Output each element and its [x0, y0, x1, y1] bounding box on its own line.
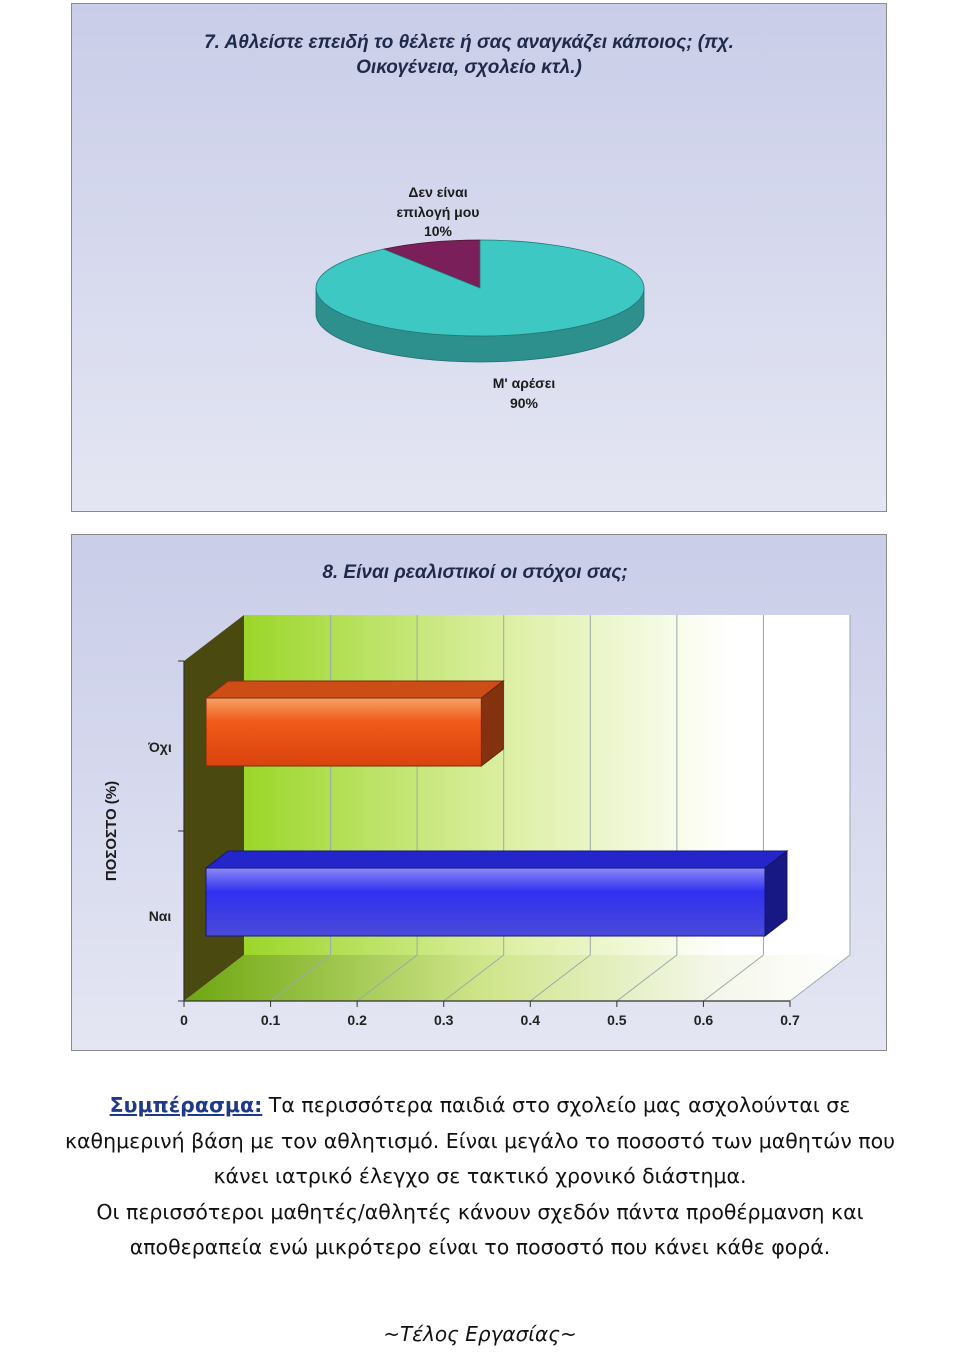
pie-chart	[72, 4, 888, 513]
y-axis-title: ΠΟΣΟΣΤΟ (%)	[103, 780, 120, 882]
category-label-no: Όχι	[148, 739, 172, 755]
pie-plot	[316, 240, 644, 362]
conclusion-line-5: αποθεραπεία ενώ μικρότερο είναι το ποσοστό που κάνει κάθε φορά.	[129, 1235, 831, 1259]
bar-1	[206, 868, 765, 936]
conclusion-line-4: Οι περισσότεροι μαθητές/αθλητές κάνουν σχεδόν πάντα προθέρμανση και	[96, 1199, 864, 1224]
x-tick-label-3: 0.3	[433, 1012, 454, 1028]
conclusion-line-3: κάνει ιατρικό έλεγχο σε τακτικό χρονικό διάστημα.	[213, 1164, 747, 1188]
pie-slice-label-like-it	[493, 375, 556, 411]
x-tick-label-5: 0.5	[607, 1012, 627, 1028]
conclusion-line-1-text: Τα περισσότερα παιδιά στο σχολείο μας ασχολούνται σε	[262, 1093, 851, 1117]
side-wall	[184, 615, 244, 1001]
bar-top-0	[206, 681, 503, 698]
slice-value-like-it: 90%	[509, 395, 539, 411]
x-tick-label-7: 0.7	[780, 1012, 800, 1028]
category-label-yes: Ναι	[148, 908, 172, 924]
bar-chart-panel	[71, 534, 887, 1051]
x-tick-label-1: 0.1	[260, 1012, 281, 1028]
bar-0	[206, 698, 481, 766]
x-tick-label-0: 0	[180, 1012, 188, 1028]
pie-chart-title-line-1: 7. Αθλείστε επειδή το θέλετε ή σας αναγκάζει κάποιος; (πχ.	[204, 32, 734, 53]
slice-value-no-choice: 10%	[423, 223, 453, 239]
bar-top-1	[206, 851, 787, 868]
x-tick-label-4: 0.4	[520, 1012, 541, 1028]
slice-label-no-choice-line-1: Δεν είναι	[408, 184, 468, 200]
pie-slice-1	[316, 240, 644, 336]
pie-chart-panel	[71, 3, 887, 512]
bar-chart-title: 8. Είναι ρεαλιστικοί οι στόχοι σας;	[322, 562, 628, 583]
conclusion-text	[0, 1088, 960, 1266]
pie-chart-title-line-2: Οικογένεια, σχολείο κτλ.)	[356, 57, 582, 78]
floor	[184, 955, 850, 1001]
footer-end-text: ~Τέλος Εργασίας~	[383, 1322, 577, 1346]
pie-slice-label-no-choice	[397, 184, 480, 239]
conclusion-line-2: καθημερινή βάση με τον αθλητισμό. Είναι μεγάλο το ποσοστό των μαθητών που	[64, 1128, 896, 1153]
x-tick-labels	[180, 1001, 800, 1028]
bar-chart	[72, 535, 888, 1052]
slice-label-no-choice-line-2: επιλογή μου	[396, 204, 480, 220]
conclusion-heading: Συμπέρασμα:	[109, 1093, 263, 1117]
x-tick-label-2: 0.2	[347, 1012, 367, 1028]
conclusion-line-1	[0, 1088, 960, 1124]
x-tick-label-6: 0.6	[693, 1012, 714, 1028]
slice-label-like-it: Μ' αρέσει	[492, 375, 556, 391]
